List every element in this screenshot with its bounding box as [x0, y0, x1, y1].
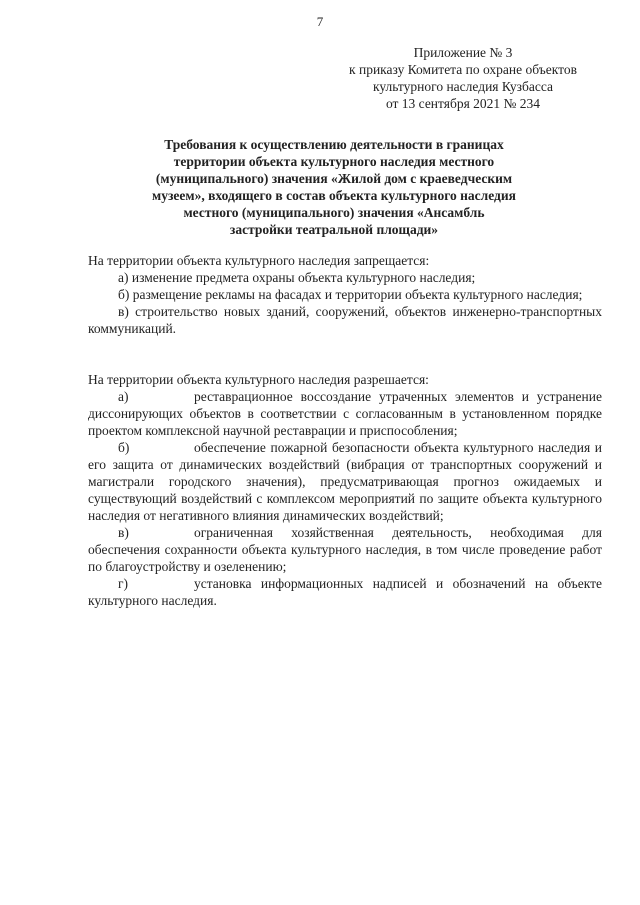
item-marker: а) [118, 389, 129, 404]
appendix-header [318, 44, 608, 112]
item-text: реставрационное воссоздание утраченных элементов и устранение диссонирующих объектов в соответствии с согласованным в установленном порядке проектом комплексной научной реставрации и приспособления; [88, 389, 602, 438]
title-line: территории объекта культурного наследия местного [173, 154, 495, 169]
permitted-item [88, 388, 602, 439]
permitted-item [88, 524, 602, 575]
permitted-lead: На территории объекта культурного наследия разрешается: [88, 372, 429, 387]
appendix-line: к приказу Комитета по охране объектов [349, 62, 577, 77]
prohibited-lead: На территории объекта культурного наследия запрещается: [88, 253, 430, 268]
permitted-item [88, 439, 602, 524]
item-marker: г) [118, 576, 129, 591]
item-text: ограниченная хозяйственная деятельность, необходимая для обеспечения сохранности объекта культурного наследия, в том числе проведение работ по благоустройству и озеленению; [88, 525, 602, 574]
appendix-line: Приложение № 3 [413, 45, 513, 60]
appendix-line: от 13 сентября 2021 № 234 [385, 96, 541, 111]
prohibited-section [88, 252, 602, 337]
item-marker: в) [118, 525, 129, 540]
prohibited-item: а) изменение предмета охраны объекта культурного наследия; [118, 270, 476, 285]
title-line: музеем», входящего в состав объекта культурного наследия [152, 188, 516, 203]
permitted-item [88, 575, 602, 609]
item-marker: б) [118, 440, 130, 455]
item-text: установка информационных надписей и обозначений на объекте культурного наследия. [88, 576, 602, 608]
title-line: Требования к осуществлению деятельности в границах [164, 137, 504, 152]
appendix-line: культурного наследия Кузбасса [373, 79, 553, 94]
prohibited-item: б) размещение рекламы на фасадах и территории объекта культурного наследия; [118, 287, 583, 302]
prohibited-item: в) строительство новых зданий, сооружений, объектов инженерно-транспортных коммуникаций. [88, 304, 602, 336]
item-text: обеспечение пожарной безопасности объекта культурного наследия и его защита от динамических воздействий (вибрация от транспортных сооружений и магистрали городского значения), предусматривающая прогноз ожидаемых и существующий воздействий с комплексом мероприятий по защите объекта культурного наследия от негативного влияния динамических воздействий; [88, 440, 602, 523]
title-line: местного (муниципального) значения «Ансамбль [183, 205, 485, 220]
title-line: застройки театральной площади» [229, 222, 439, 237]
permitted-section [88, 371, 602, 609]
title-line: (муниципального) значения «Жилой дом с краеведческим [155, 171, 513, 186]
page-number: 7 [316, 14, 324, 29]
document-title [140, 136, 528, 238]
